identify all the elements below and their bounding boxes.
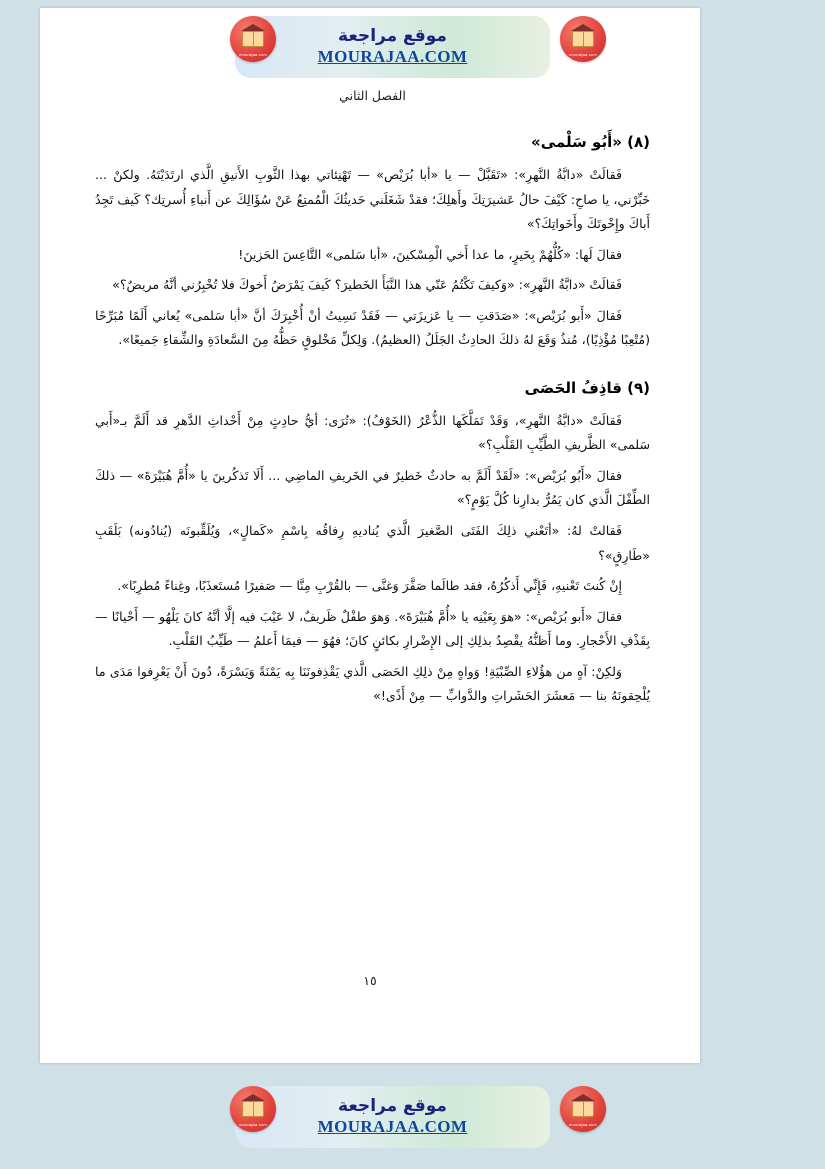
paragraph: فَقالَتْ «دابَّةُ النَّهرِ»، وَقَدْ تَمَلَّكَها الذُّعْرُ (الخَوْفُ): «تُرَى: أيُّ حادِثٍ مِنْ أَحْداثِ الدَّهرِ قد أَلَمَّ بـ«أَبي سَلمى» الظَّريفِ الطَّيِّبِ القَلْبِ؟» — [95, 412, 650, 453]
document-page — [40, 8, 700, 1063]
paragraph: فَقالتْ لهُ: «أتَعْني ذلِكَ الفَتَى الصَّغيرَ الَّذي يُناديهِ رِفاقُه بِاسْمِ «كَمالٍ»، وَيُلَقِّبونَه (يُنادُونه) بَلَقَبِ «طَارِقٍ»؟ — [95, 523, 650, 563]
watermark-site-top: MOURAJAA.COM — [317, 46, 468, 66]
book-icon — [242, 31, 264, 47]
book-icon — [572, 31, 594, 47]
page-number: ١٥ — [363, 973, 377, 988]
paragraph: فقالَ «أَبُو بُرَيْص»: «لَقَدْ أَلَمَّ به حادثٌ خَطيرٌ في الخَريفِ الماضِي ... أَلَا تَذكُرينَ يا «أُمَّ هُبَيْرَةَ» — ذلكَ الطِّفْلَ الَّذي كان يَمُرُّ بدارِنا كُلَّ يَوْمٍ؟» — [95, 467, 650, 508]
badge-label: mourajaa.com — [569, 1122, 597, 1127]
watermark-site-bottom: MOURAJAA.COM — [317, 1116, 468, 1136]
chapter-heading: الفصل الثاني — [339, 88, 406, 103]
logo-badge-icon — [560, 16, 606, 62]
graduation-cap-icon — [571, 24, 595, 31]
book-icon — [242, 1101, 264, 1117]
graduation-cap-icon — [571, 1094, 595, 1101]
badge-label: mourajaa.com — [239, 52, 267, 57]
paragraph: إِنْ كُنتَ تَعْنيهِ، فَإِنِّي أَذكُرُهُ، فقد طالَما صَفَّرَ وَغنَّى — بالقُرْبِ مِنَّا — صَفيرًا مُستَعذَبًا، وغِناءً مُطرِبًا». — [117, 578, 622, 594]
paragraph: فَقالَ «أَبو بُرَيْص»: «صَدَقتِ — يا عَزيزَتي — فَقَدْ نَسِيتُ أنْ أُخْبِرَكَ أنَّ «أبا سَلمى» يُعاني أَلَمًا مُبَرِّحًا (مُتْعِبًا مُؤْذِيًا)، مُنذُ وَقَعَ لهُ ذلكَ الحادِثُ الجَلَلُ (العظيمُ). وَلِكلِّ مَخْلوقٍ حَظُّهُ مِنَ السَّعادَةِ والشِّقاءِ جَميعًا». — [95, 307, 650, 348]
watermark-title-bottom: موقع مراجعة — [338, 1096, 447, 1117]
document-body — [95, 88, 650, 715]
paragraph: وَلكِنْ: آهٍ من هؤُلاءِ الصِّبْيَةِ! وَواهٍ مِنْ ذلِكِ الحَصَى الَّذي يَقْذِفونَنَا بِه يَمْنَةً وَيَسْرَةً، دُونَ أَنْ يَعْرِفوا مَدَى ما يُلْحِقونَهُ بنا — مَعشَرَ الحَشَراتِ والدَّوابِّ — مِنْ أَذًى!» — [95, 663, 650, 704]
paragraph: فقالَ «أَبو بُرَيْص»: «هوَ بِعَيْنِه يا «أُمَّ هُبَيْرَةَ». وَهوَ طفْلٌ ظَريفٌ، لا عَيْبَ فيه إلَّا أنَّهُ كانَ يَلْهُو — أَحْيانًا — بِقَذْفِ الأَحْجارِ. وما أَظنُّهُ يقْصِدُ بذلِكِ إلى الإِضْرارِ بكائنٍ كانَ؛ فهُوَ — فيمَا أَعلمُ — طَيِّبُ القَلْبِ. — [95, 608, 650, 649]
section-title-9: (٩) قاذِفُ الحَصَى — [524, 378, 650, 397]
book-icon — [572, 1101, 594, 1117]
badge-label: mourajaa.com — [569, 52, 597, 57]
paragraph: فقالَ لَها: «كُلُّهُمْ بِخَيرٍ، ما عدا أَخي الْمِسْكينَ، «أبا سَلمى» التَّاعِسَ الحَزينَ! — [238, 246, 622, 262]
paragraph: فَقالَتْ «دابَّةُ النَّهرِ»: «تَقَبَّلْ — يا «أبا بُرَيْص» — تَهْنِئاتي بهذا الثَّوبِ الأَنيقِ الَّذي ارتَدَيْتَهُ. ولكنْ ... خَبِّرْني، يا صاحِ: كَيْفَ حالُ عَشيرَتِكَ وأَهلِكَ؛ فقدْ شَغَلَني حَديثُكَ الْمُمتِعُ عَنْ سُؤَالِكَ عن أَنباءِ أُسرتِك؟ كَيف تَجِدُ أَباكَ وإِخْوتَكَ وأَخَواتِكَ؟» — [95, 167, 650, 232]
graduation-cap-icon — [241, 1094, 265, 1101]
watermark-banner-bottom — [235, 1086, 550, 1148]
badge-label: mourajaa.com — [239, 1122, 267, 1127]
section-title-8: (٨) «أَبُو سَلْمى» — [531, 133, 650, 151]
graduation-cap-icon — [241, 24, 265, 31]
logo-badge-icon — [560, 1086, 606, 1132]
watermark-title-top: موقع مراجعة — [338, 26, 447, 47]
page-shell — [40, 8, 740, 1158]
logo-badge-icon — [230, 16, 276, 62]
paragraph: فَقالَتْ «دابَّةُ النَّهرِ»: «وَكيفَ تَكْتُمُ عَنّي هذا النَّبَأَ الخَطيرَ؟ كَيفَ يَمْرَضُ أَخوكَ فلا تُخْبِرُني أنَّهُ مريضٌ؟» — [112, 277, 622, 293]
watermark-banner-top — [235, 16, 550, 78]
logo-badge-icon — [230, 1086, 276, 1132]
